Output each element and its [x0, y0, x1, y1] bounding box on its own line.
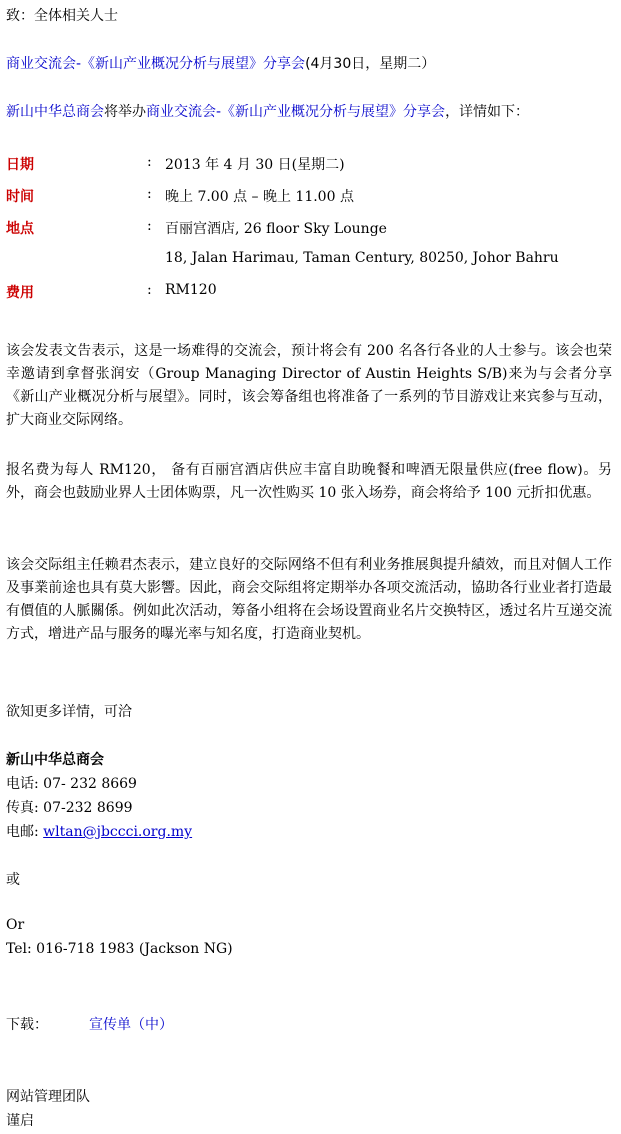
phone-label: 电话:: [6, 776, 44, 792]
email-label: 电邮:: [6, 824, 44, 840]
contact-phone: [6, 773, 137, 793]
contact-org: 新山中华总商会: [6, 752, 104, 768]
detail-colon-time: :: [147, 186, 152, 202]
contact-fax: [6, 797, 133, 817]
phone-number: 07- 232 8669: [43, 776, 137, 792]
download-flyer-link[interactable]: 宣传单（中）: [89, 1017, 173, 1033]
contact-intro: 欲知更多详情，可洽: [6, 704, 132, 720]
detail-label-fee: 费用: [6, 285, 34, 301]
tel-line: Tel: 016-718 1983 (Jackson NG): [6, 941, 233, 957]
detail-value-time: 晚上 7.00 点 – 晚上 11.00 点: [165, 189, 354, 205]
detail-value-venue: 百丽宫酒店, 26 floor Sky Lounge: [165, 221, 387, 237]
intro-mid: 将举办: [104, 104, 146, 120]
detail-colon-fee: :: [147, 282, 152, 298]
fax-number: 07-232 8699: [43, 800, 133, 816]
event-link[interactable]: 商业交流会-《新山产业概况分析与展望》分享会: [146, 104, 446, 120]
org-link[interactable]: 新山中华总商会: [6, 104, 104, 120]
detail-value-fee: RM120: [165, 282, 217, 298]
paragraph-networking: 该会交际组主任赖君杰表示，建立良好的交际网络不但有利业务推展與提升績效，而且对個人工作及事業前途也具有莫大影響。因此，商会交际组将定期举办各项交流活动，協助各行业业者打造最有價值的人脈關係。例如此次活动，筹备小组将在会场设置商业名片交换特区，透过名片互递交流方式，增进产品与服务的曝光率与知名度，打造商业契机。: [6, 557, 612, 642]
or-english: Or: [6, 917, 25, 933]
fax-label: 传真:: [6, 800, 44, 816]
intro-line: [6, 101, 529, 121]
detail-colon-venue: :: [147, 218, 152, 234]
detail-label-venue: 地点: [6, 221, 34, 237]
detail-value-venue-address: 18, Jalan Harimau, Taman Century, 80250, Johor Bahru: [165, 250, 559, 266]
signoff-closing: 谨启: [6, 1113, 34, 1129]
detail-label-time: 时间: [6, 189, 34, 205]
paragraph-announcement: 该会发表文告表示，这是一场难得的交流会，预计将会有 200 名各行各业的人士参与。该会也荣幸邀请到拿督张润安（Group Managing Director of Austin Heights S/B)来为与会者分享《新山产业概况分析与展望》。同时，该会筹备组也将准备了一系列的节目游戏让来宾参与互动，扩大商业交际网络。: [6, 343, 612, 428]
download-label: 下载：: [6, 1017, 48, 1033]
detail-label-date: 日期: [6, 157, 34, 173]
paragraph-registration: 报名费为每人 RM120， 备有百丽宫酒店供应丰富自助晚餐和啤酒无限量供应(free flow)。另外，商会也鼓励业界人士团体购票，凡一次性购买 10 张入场券，商会将给予 100 元折扣优惠。: [6, 462, 612, 501]
headline-date: (4月30日，星期二）: [305, 56, 436, 72]
intro-end: ，详情如下：: [445, 104, 530, 120]
email-link[interactable]: wltan@jbccci.org.my: [43, 824, 193, 840]
detail-value-date: 2013 年 4 月 30 日(星期二): [165, 157, 345, 173]
contact-email: [6, 821, 192, 841]
signoff-team: 网站管理团队: [6, 1089, 90, 1105]
headline: [6, 53, 435, 73]
greeting: 致：全体相关人士: [6, 8, 118, 24]
or-chinese: 或: [6, 872, 20, 888]
headline-title-link[interactable]: 商业交流会-《新山产业概况分析与展望》分享会: [6, 56, 306, 72]
detail-colon-date: :: [147, 154, 152, 170]
